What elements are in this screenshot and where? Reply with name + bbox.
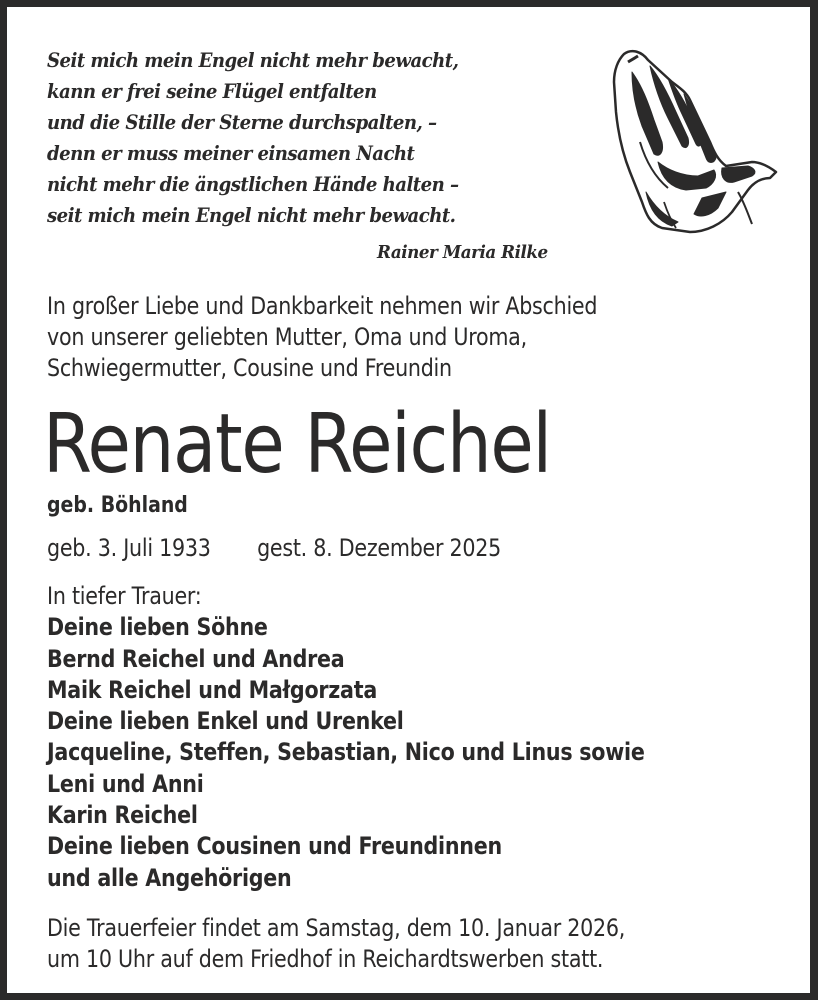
mourner-line: Deine lieben Cousinen und Freundinnen	[47, 832, 502, 861]
poem-line: denn er muss meiner einsamen Nacht	[47, 142, 415, 165]
funeral-line: Die Trauerfeier findet am Samstag, dem 10. Januar 2026,	[47, 914, 626, 942]
praying-hands-icon	[602, 42, 782, 237]
mourner-line: Leni und Anni	[47, 769, 204, 798]
birth-date: geb. 3. Juli 1933	[47, 534, 211, 562]
mourner-line: Bernd Reichel und Andrea	[47, 644, 345, 673]
intro-line: Schwiegermutter, Cousine und Freundin	[47, 354, 452, 382]
funeral-info	[47, 913, 625, 975]
mourner-line: Deine lieben Enkel und Urenkel	[47, 707, 404, 736]
mourner-line: Karin Reichel	[47, 801, 198, 830]
obituary-card	[7, 7, 810, 993]
poem-line: nicht mehr die ängstlichen Hände halten –	[47, 173, 459, 196]
mourners-list	[47, 581, 645, 894]
mourner-line: Maik Reichel und Małgorzata	[47, 675, 377, 704]
mourner-line: Deine lieben Söhne	[47, 613, 268, 642]
funeral-line: um 10 Uhr auf dem Friedhof in Reichardtswerben statt.	[47, 945, 604, 973]
maiden-name: geb. Böhland	[47, 493, 188, 518]
poem-author: Rainer Maria Rilke	[377, 242, 548, 263]
life-dates	[47, 533, 501, 564]
intro-text	[47, 291, 597, 384]
deceased-name: Renate Reichel	[43, 397, 551, 492]
poem-line: Seit mich mein Engel nicht mehr bewacht,	[47, 49, 459, 72]
intro-line: von unserer geliebten Mutter, Oma und Uroma,	[47, 323, 527, 351]
mourners-heading: In tiefer Trauer:	[47, 582, 202, 610]
poem-line: kann er frei seine Flügel entfalten	[47, 80, 377, 103]
poem-line: seit mich mein Engel nicht mehr bewacht.	[47, 204, 456, 227]
poem-quote	[47, 45, 458, 231]
mourner-line: Jacqueline, Steffen, Sebastian, Nico und Linus sowie	[47, 738, 645, 767]
death-date: gest. 8. Dezember 2025	[257, 534, 502, 562]
mourner-line: und alle Angehörigen	[47, 863, 292, 892]
intro-line: In großer Liebe und Dankbarkeit nehmen wir Abschied	[47, 292, 598, 320]
poem-line: und die Stille der Sterne durchspalten, –	[47, 111, 437, 134]
